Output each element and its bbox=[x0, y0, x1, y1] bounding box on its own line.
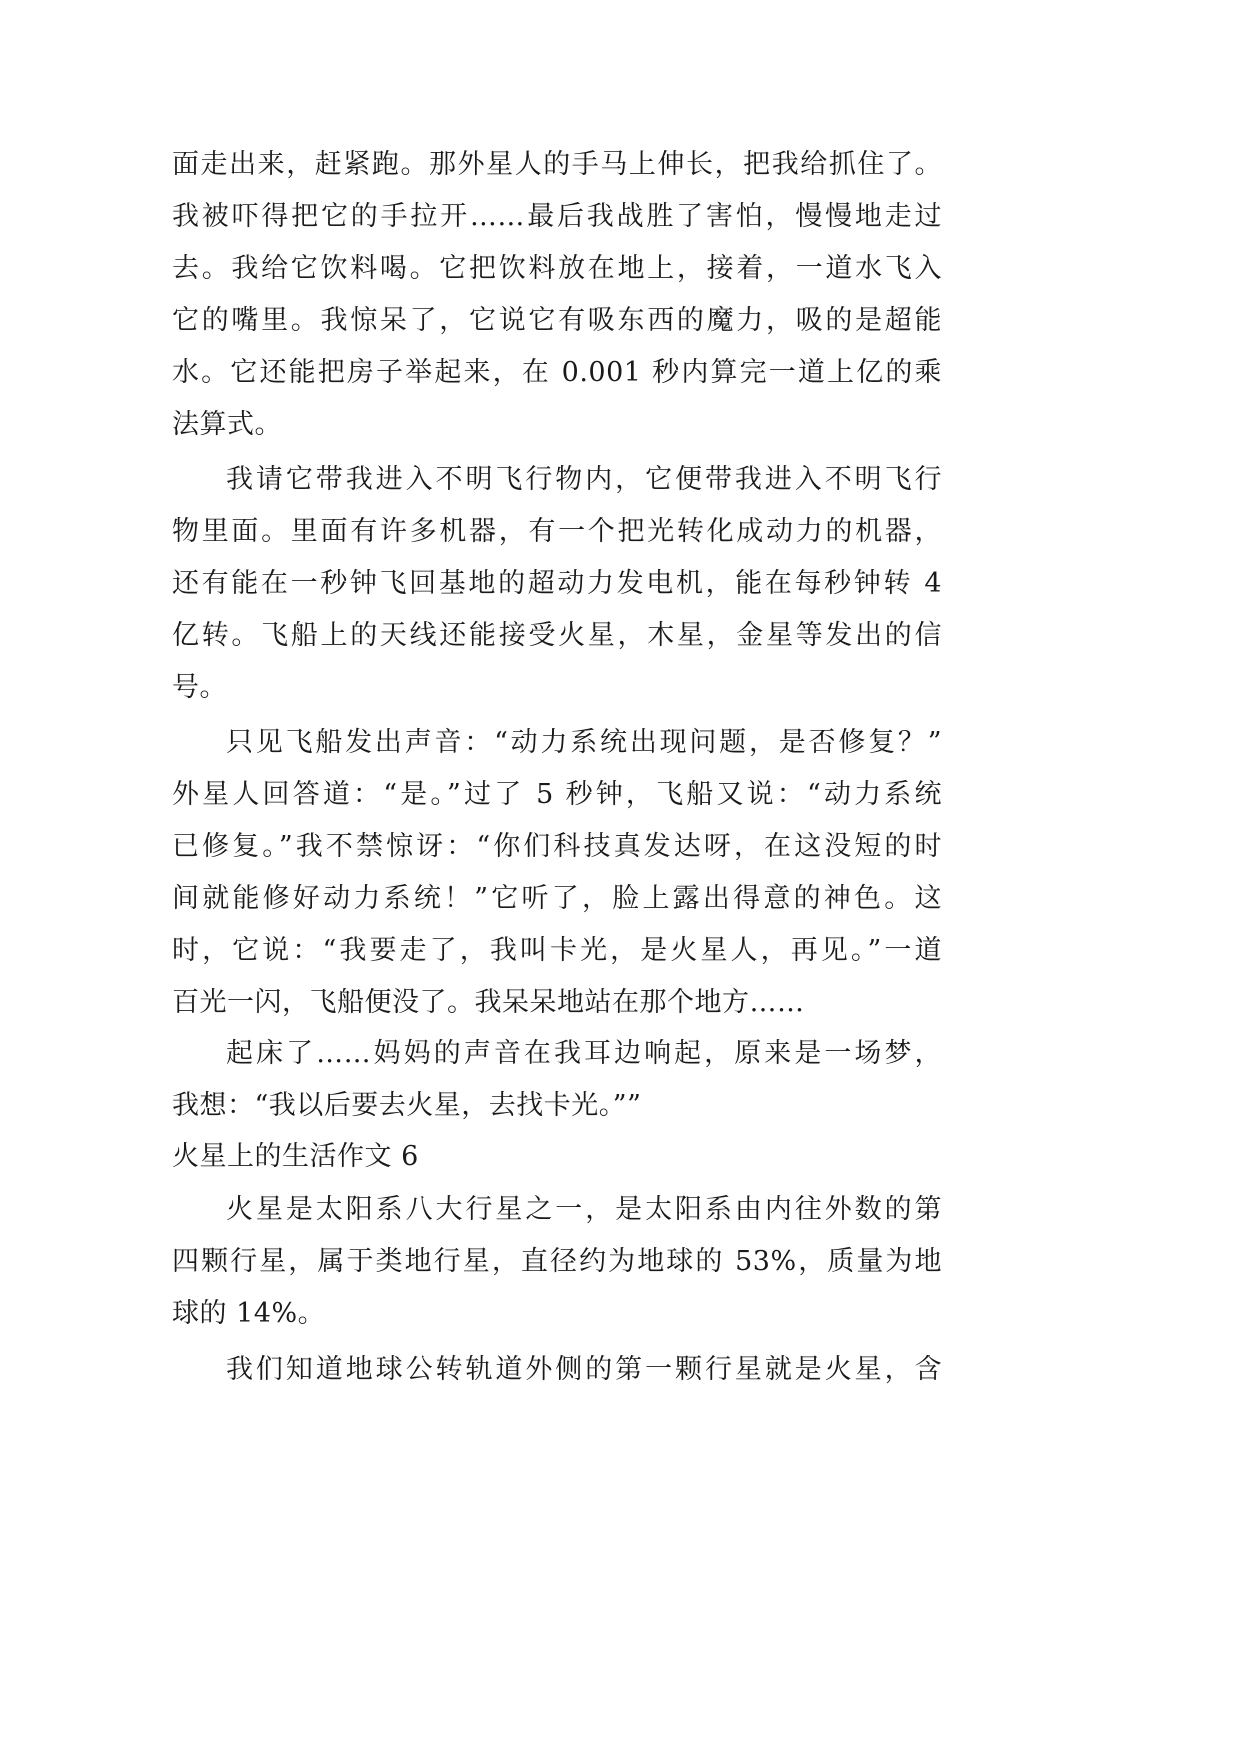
text-line: 法算式。 bbox=[172, 409, 282, 440]
text-line: 水。它还能把房子举起来，在 0.001 秒内算完一道上亿的乘 bbox=[172, 357, 942, 388]
text-line: 它的嘴里。我惊呆了，它说它有吸东西的魔力，吸的是超能 bbox=[172, 305, 942, 336]
text-line: 号。 bbox=[172, 672, 227, 703]
text-line: 起床了……妈妈的声音在我耳边响起，原来是一场梦， bbox=[226, 1038, 942, 1069]
text-line: 四颗行星，属于类地行星，直径约为地球的 53%，质量为地 bbox=[172, 1246, 942, 1277]
text-line: 亿转。飞船上的天线还能接受火星，木星，金星等发出的信 bbox=[172, 620, 942, 651]
text-line: 时，它说：“我要走了，我叫卡光，是火星人，再见。”一道 bbox=[172, 935, 942, 966]
text-line: 外星人回答道：“是。”过了 5 秒钟，飞船又说：“动力系统 bbox=[172, 779, 942, 810]
text-line: 面走出来，赶紧跑。那外星人的手马上伸长，把我给抓住了。 bbox=[172, 149, 942, 180]
text-line: 只见飞船发出声音：“动力系统出现问题，是否修复？” bbox=[226, 727, 942, 758]
text-line: 去。我给它饮料喝。它把饮料放在地上，接着，一道水飞入 bbox=[172, 253, 942, 284]
text-line: 火星是太阳系八大行星之一，是太阳系由内往外数的第 bbox=[226, 1194, 942, 1225]
text-line: 球的 14%。 bbox=[172, 1298, 326, 1329]
text-line: 我们知道地球公转轨道外侧的第一颗行星就是火星，含 bbox=[226, 1354, 942, 1385]
text-line: 已修复。”我不禁惊讶：“你们科技真发达呀，在这没短的时 bbox=[172, 831, 942, 862]
text-line: 还有能在一秒钟飞回基地的超动力发电机，能在每秒钟转 4 bbox=[172, 568, 942, 599]
text-line: 物里面。里面有许多机器，有一个把光转化成动力的机器， bbox=[172, 516, 942, 547]
section-title: 火星上的生活作文 6 bbox=[172, 1141, 419, 1172]
text-line: 间就能修好动力系统！”它听了，脸上露出得意的神色。这 bbox=[172, 883, 942, 914]
text-line: 我想：“我以后要去火星，去找卡光。”” bbox=[172, 1090, 642, 1121]
text-line: 我请它带我进入不明飞行物内，它便带我进入不明飞行 bbox=[226, 464, 942, 495]
text-line: 百光一闪，飞船便没了。我呆呆地站在那个地方…… bbox=[172, 987, 805, 1018]
text-line: 我被吓得把它的手拉开……最后我战胜了害怕，慢慢地走过 bbox=[172, 201, 942, 232]
